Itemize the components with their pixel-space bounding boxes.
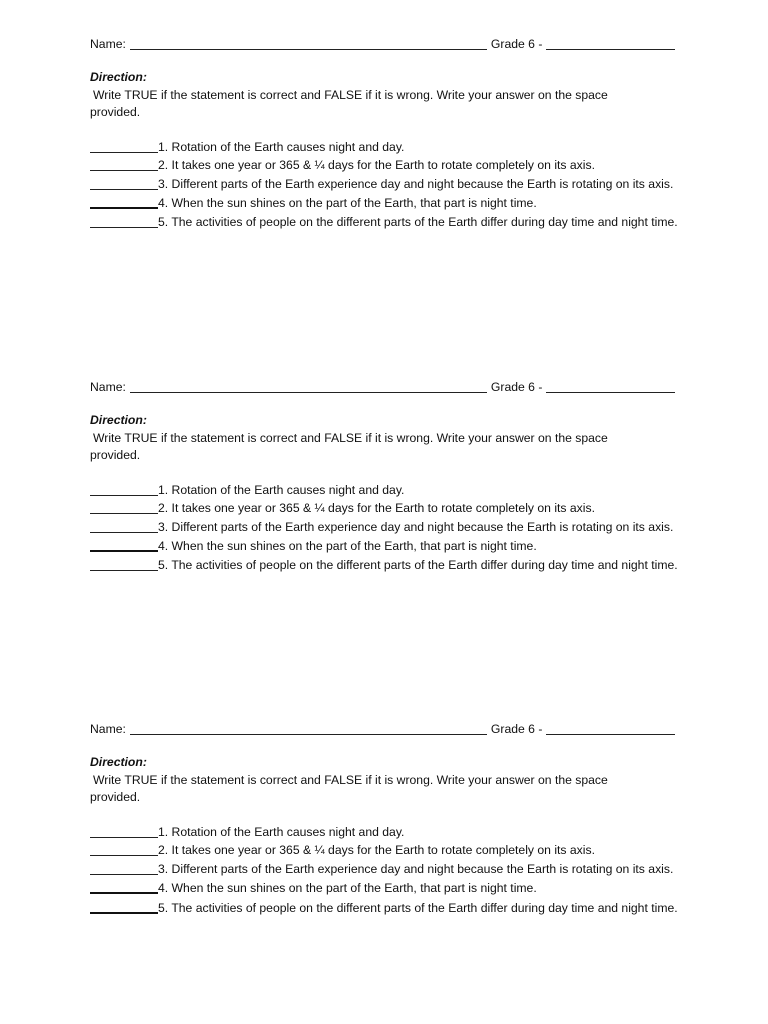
list-item [90, 841, 680, 860]
worksheet-copy-1 [90, 35, 680, 231]
item-number: 5. [158, 900, 169, 915]
grade-blank[interactable] [546, 37, 675, 50]
answer-blank[interactable] [90, 558, 158, 571]
item-number: 2. [158, 158, 169, 172]
grade-label: Grade 6 - [490, 721, 543, 736]
item-text: It takes one year or 365 & ¼ days for the Earth to rotate completely on its axis. [168, 843, 595, 857]
list-item [90, 878, 680, 898]
answer-blank[interactable] [90, 140, 158, 153]
grade-label: Grade 6 - [490, 379, 543, 394]
list-item [90, 138, 680, 157]
item-number: 4. [158, 539, 169, 553]
grade-blank[interactable] [546, 380, 675, 393]
item-number: 1. [158, 824, 169, 839]
answer-blank[interactable] [90, 538, 158, 552]
worksheet-copy-2 [90, 378, 680, 574]
name-blank[interactable] [130, 37, 487, 50]
answer-blank[interactable] [90, 862, 158, 875]
list-item [90, 175, 680, 194]
name-label: Name: [90, 721, 126, 736]
answer-blank[interactable] [90, 177, 158, 190]
answer-blank[interactable] [90, 843, 158, 856]
answer-blank[interactable] [90, 158, 158, 171]
item-number: 2. [158, 843, 169, 857]
list-item [90, 898, 680, 918]
item-text: When the sun shines on the part of the Earth, that part is night time. [168, 196, 537, 210]
direction-text: Write TRUE if the statement is correct and FALSE if it is wrong. Write your answer on the space provided. [90, 430, 608, 462]
list-item [90, 193, 680, 213]
direction-title: Direction: [90, 413, 147, 427]
list-item [90, 156, 680, 175]
item-number: 5. [158, 214, 169, 229]
item-number: 3. [158, 861, 169, 876]
list-item [90, 213, 680, 232]
item-text: When the sun shines on the part of the Earth, that part is night time. [168, 539, 537, 553]
item-text: Rotation of the Earth causes night and day. [168, 139, 405, 154]
header-line [90, 378, 680, 396]
answer-blank[interactable] [90, 900, 158, 914]
answer-blank[interactable] [90, 483, 158, 496]
item-number: 2. [158, 501, 169, 515]
item-text: It takes one year or 365 & ¼ days for the Earth to rotate completely on its axis. [168, 158, 595, 172]
item-text: The activities of people on the different parts of the Earth differ during day time and night time. [168, 214, 678, 229]
worksheet-copy-3 [90, 720, 680, 917]
item-text: Different parts of the Earth experience day and night because the Earth is rotating on its axis. [168, 519, 674, 534]
item-list [90, 481, 680, 575]
list-item [90, 823, 680, 842]
item-number: 4. [158, 881, 169, 895]
item-text: When the sun shines on the part of the Earth, that part is night time. [168, 881, 537, 895]
item-list [90, 138, 680, 232]
list-item [90, 860, 680, 879]
answer-blank[interactable] [90, 501, 158, 514]
name-label: Name: [90, 36, 126, 51]
list-item [90, 499, 680, 518]
item-text: The activities of people on the different parts of the Earth differ during day time and night time. [168, 557, 678, 572]
item-text: Rotation of the Earth causes night and day. [168, 482, 405, 497]
item-number: 3. [158, 519, 169, 534]
list-item [90, 518, 680, 537]
item-list [90, 823, 680, 918]
item-text: The activities of people on the different parts of the Earth differ during day time and night time. [168, 900, 678, 915]
item-text: Rotation of the Earth causes night and day. [168, 824, 405, 839]
list-item [90, 536, 680, 556]
item-text: Different parts of the Earth experience day and night because the Earth is rotating on its axis. [168, 176, 674, 191]
answer-blank[interactable] [90, 825, 158, 838]
answer-blank[interactable] [90, 215, 158, 228]
header-line [90, 720, 680, 738]
direction-title: Direction: [90, 70, 147, 84]
direction-title: Direction: [90, 755, 147, 769]
direction-text: Write TRUE if the statement is correct and FALSE if it is wrong. Write your answer on the space provided. [90, 87, 608, 119]
item-number: 3. [158, 176, 169, 191]
answer-blank[interactable] [90, 195, 158, 209]
item-text: It takes one year or 365 & ¼ days for the Earth to rotate completely on its axis. [168, 501, 595, 515]
item-number: 4. [158, 196, 169, 210]
item-number: 1. [158, 139, 169, 154]
grade-label: Grade 6 - [490, 36, 543, 51]
direction-text: Write TRUE if the statement is correct and FALSE if it is wrong. Write your answer on the space provided. [90, 772, 608, 804]
name-label: Name: [90, 379, 126, 394]
answer-blank[interactable] [90, 880, 158, 894]
list-item [90, 556, 680, 575]
name-blank[interactable] [130, 722, 487, 735]
grade-blank[interactable] [546, 722, 675, 735]
header-line [90, 35, 680, 53]
list-item [90, 481, 680, 500]
answer-blank[interactable] [90, 520, 158, 533]
name-blank[interactable] [130, 380, 487, 393]
item-number: 5. [158, 557, 169, 572]
item-text: Different parts of the Earth experience day and night because the Earth is rotating on its axis. [168, 861, 674, 876]
item-number: 1. [158, 482, 169, 497]
